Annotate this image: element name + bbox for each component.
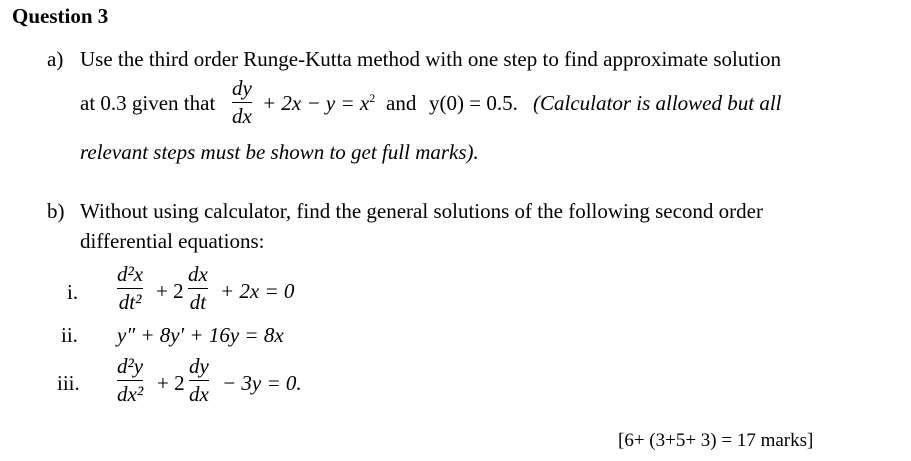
part-a-and: and — [386, 91, 417, 115]
part-b-line1: Without using calculator, find the general solutions of the following second order — [80, 199, 763, 223]
item-i-coefficient: + 2 — [156, 279, 184, 303]
fraction-denominator: dx — [189, 382, 209, 406]
item-ii-numeral: ii. — [61, 323, 78, 347]
item-i-second-derivative — [117, 264, 143, 313]
item-i-numeral: i. — [67, 280, 79, 304]
part-a-line2-start: at 0.3 given that — [80, 91, 216, 115]
item-iii-coefficient: + 2 — [157, 371, 185, 395]
item-iii-rest: − 3y = 0. — [222, 371, 302, 395]
part-a-line3: relevant steps must be shown to get full marks). — [80, 140, 479, 164]
fraction-numerator: dx — [188, 262, 208, 286]
part-a-initial-condition: y(0) = 0.5. — [429, 91, 518, 115]
fraction-numerator: dy — [189, 354, 209, 378]
fraction-numerator: d²y — [117, 354, 144, 378]
item-iii-second-derivative — [117, 356, 143, 405]
item-iii-numeral: iii. — [57, 371, 80, 395]
fraction-numerator: d²x — [117, 262, 144, 286]
item-i-rest: + 2x = 0 — [220, 279, 295, 303]
item-ii-equation: y″ + 8y′ + 16y = 8x — [117, 323, 284, 347]
fraction-denominator: dt² — [118, 290, 142, 314]
equation-text: + 2x − y = x — [262, 91, 370, 115]
part-b-line2: differential equations: — [80, 229, 265, 253]
part-b-label: b) — [47, 199, 65, 223]
item-iii-first-derivative — [189, 356, 209, 405]
fraction-denominator: dx — [232, 104, 252, 128]
question-heading: Question 3 — [12, 4, 109, 28]
part-a-note: (Calculator is allowed but all — [533, 91, 782, 115]
part-a-line1: Use the third order Runge-Kutta method with one step to find approximate solution — [80, 47, 782, 71]
dy-dx-fraction — [232, 78, 252, 127]
fraction-denominator: dx² — [117, 382, 144, 406]
part-a-equation-rest: + $2x - y = x^2$ — [262, 91, 376, 115]
part-a-label: a) — [47, 47, 64, 71]
fraction-denominator: dt — [189, 290, 207, 314]
marks-summary: [6+ (3+5+ 3) = 17 marks] — [618, 430, 814, 451]
item-i-first-derivative — [188, 264, 208, 313]
fraction-numerator: dy — [232, 76, 252, 100]
